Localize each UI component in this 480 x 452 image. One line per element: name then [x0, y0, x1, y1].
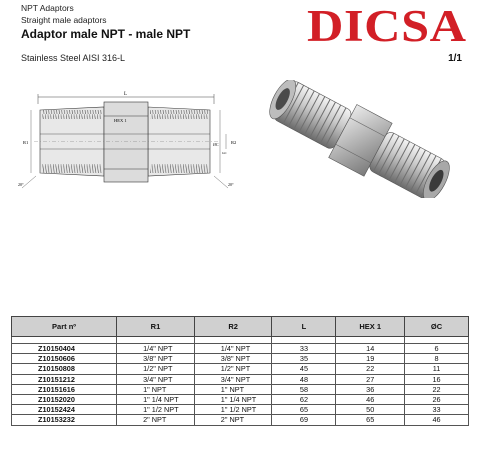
- col-r1: R1: [117, 317, 195, 337]
- material-label: Stainless Steel AISI 316-L: [21, 53, 126, 63]
- table-cell: 1/2" NPT: [117, 364, 195, 374]
- col-hex: HEX 1: [336, 317, 405, 337]
- table-cell: 8: [405, 354, 469, 364]
- angle-right-label: 20°: [228, 182, 234, 187]
- category-label: NPT Adaptors: [21, 3, 74, 13]
- table-cell: 45: [272, 364, 336, 374]
- table-cell: 1/4" NPT: [117, 344, 195, 354]
- table-spacer-row: [12, 337, 469, 344]
- table-cell: 3/8" NPT: [194, 354, 272, 364]
- table-cell: 1" NPT: [194, 384, 272, 394]
- col-part: Part nº: [12, 317, 117, 337]
- dim-c-label: ØC: [213, 142, 219, 147]
- table-row: [12, 364, 469, 374]
- table-row: [12, 415, 469, 425]
- technical-drawing: [14, 84, 244, 199]
- table-cell: Z10151212: [12, 374, 117, 384]
- table-cell: 26: [405, 394, 469, 404]
- table-cell: 62: [272, 394, 336, 404]
- table-cell: Z10153232: [12, 415, 117, 425]
- table-row: [12, 384, 469, 394]
- table-cell: 27: [336, 374, 405, 384]
- table-cell: 22: [336, 364, 405, 374]
- table-cell: 6: [405, 344, 469, 354]
- product-image: [255, 80, 465, 198]
- table-cell: 2" NPT: [117, 415, 195, 425]
- table-cell: 46: [336, 394, 405, 404]
- table-cell: 19: [336, 354, 405, 364]
- page-title: Adaptor male NPT - male NPT: [21, 27, 191, 41]
- table-cell: 65: [336, 415, 405, 425]
- dim-l-label: L: [124, 92, 128, 97]
- table-cell: 3/4" NPT: [194, 374, 272, 384]
- table-cell: Z10150606: [12, 354, 117, 364]
- table-cell: Z10151616: [12, 384, 117, 394]
- table-cell: 36: [336, 384, 405, 394]
- table-cell: Z10152424: [12, 405, 117, 415]
- table-cell: 50: [336, 405, 405, 415]
- col-c: ØC: [405, 317, 469, 337]
- angle-left-label: 20°: [18, 182, 24, 187]
- dim-r1-label: R1: [23, 140, 29, 145]
- table-cell: 14: [336, 344, 405, 354]
- page-number: 1/1: [448, 53, 462, 64]
- col-r2: R2: [194, 317, 272, 337]
- table-row: [12, 394, 469, 404]
- table-cell: 65: [272, 405, 336, 415]
- table-cell: 1" 1/4 NPT: [117, 394, 195, 404]
- table-row: [12, 354, 469, 364]
- table-cell: Z10150404: [12, 344, 117, 354]
- dim-gc-label: GC: [222, 151, 227, 155]
- table-cell: 1" 1/4 NPT: [194, 394, 272, 404]
- dim-hex-label: HEX 1: [114, 118, 127, 123]
- subcategory-label: Straight male adaptors: [21, 15, 107, 25]
- table-row: [12, 374, 469, 384]
- table-header-row: [12, 317, 469, 337]
- table-cell: 69: [272, 415, 336, 425]
- table-cell: 1" 1/2 NPT: [117, 405, 195, 415]
- col-l: L: [272, 317, 336, 337]
- table-cell: 58: [272, 384, 336, 394]
- table-cell: 46: [405, 415, 469, 425]
- table-cell: 48: [272, 374, 336, 384]
- table-cell: 33: [405, 405, 469, 415]
- table-cell: 35: [272, 354, 336, 364]
- table-cell: 1" NPT: [117, 384, 195, 394]
- table-cell: 2" NPT: [194, 415, 272, 425]
- table-cell: 22: [405, 384, 469, 394]
- table-cell: 3/4" NPT: [117, 374, 195, 384]
- table-cell: 16: [405, 374, 469, 384]
- specs-table: [11, 316, 469, 426]
- table-cell: 1/2" NPT: [194, 364, 272, 374]
- table-cell: 33: [272, 344, 336, 354]
- table-cell: Z10152020: [12, 394, 117, 404]
- table-row: [12, 405, 469, 415]
- table-row: [12, 344, 469, 354]
- dim-r2-label: R2: [231, 140, 237, 145]
- table-cell: 3/8" NPT: [117, 354, 195, 364]
- table-cell: Z10150808: [12, 364, 117, 374]
- table-cell: 1/4" NPT: [194, 344, 272, 354]
- table-cell: 1" 1/2 NPT: [194, 405, 272, 415]
- brand-logo: DICSA: [307, 1, 467, 51]
- table-cell: 11: [405, 364, 469, 374]
